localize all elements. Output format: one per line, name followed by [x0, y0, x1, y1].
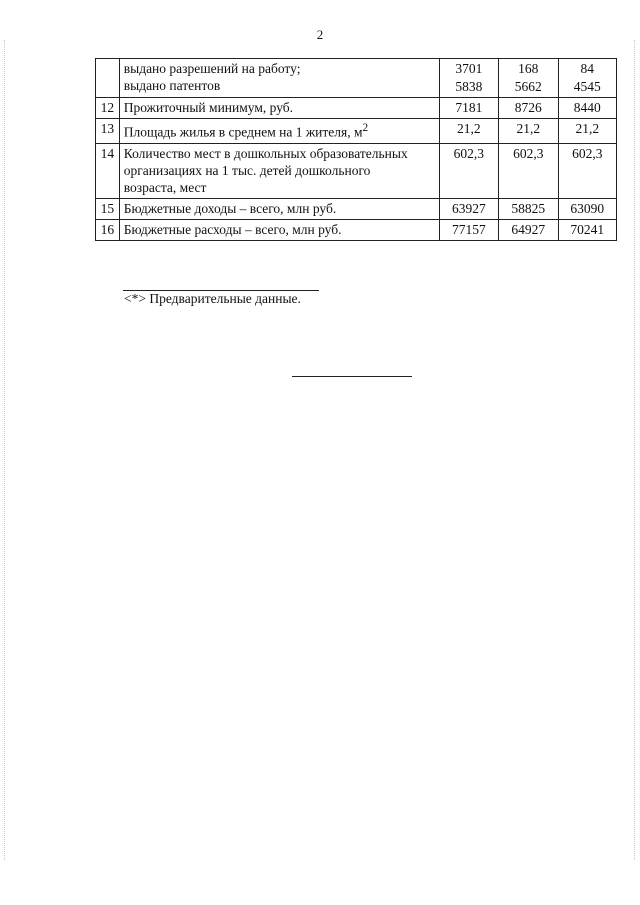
value-cell: 58825 — [499, 198, 558, 219]
value-cell: 602,3 — [499, 143, 558, 198]
value-cell: 63927 — [439, 198, 498, 219]
page-number: 2 — [316, 27, 324, 42]
footnote: <*> Предварительные данные. — [124, 291, 301, 306]
value-line: 84 — [580, 61, 594, 76]
table-row — [96, 198, 617, 219]
value-cell: 8726 — [499, 98, 558, 119]
value-cell — [558, 59, 617, 98]
value-cell — [439, 59, 498, 98]
value-cell: 7181 — [439, 98, 498, 119]
value-cell: 63090 — [558, 198, 617, 219]
row-label-line: организациях на 1 тыс. детей дошкольного — [123, 162, 371, 178]
row-number: 12 — [96, 98, 120, 119]
table-row — [96, 98, 617, 119]
table-row — [96, 119, 617, 144]
value-cell: 8440 — [558, 98, 617, 119]
right-margin-scan-marks — [634, 40, 636, 860]
table-row — [96, 59, 617, 98]
row-label — [119, 119, 439, 144]
statistics-table — [95, 58, 617, 241]
row-label-line: выдано патентов — [123, 78, 221, 93]
row-number: 13 — [96, 119, 120, 144]
row-label: Бюджетные расходы – всего, млн руб. — [119, 219, 439, 240]
superscript: 2 — [362, 122, 369, 134]
value-line: 5662 — [514, 79, 542, 94]
row-number: 16 — [96, 219, 120, 240]
row-label — [119, 143, 439, 198]
value-line: 168 — [518, 61, 539, 76]
value-cell: 602,3 — [439, 143, 498, 198]
value-cell: 21,2 — [439, 119, 498, 144]
row-label-line: Количество мест в дошкольных образовательных — [123, 145, 408, 161]
value-cell — [499, 59, 558, 98]
value-line: 3701 — [455, 61, 483, 76]
value-cell: 21,2 — [499, 119, 558, 144]
row-label-line: возраста, мест — [123, 179, 207, 195]
row-label-line: выдано разрешений на работу; — [123, 61, 301, 76]
row-number: 14 — [96, 143, 120, 198]
value-cell: 21,2 — [558, 119, 617, 144]
value-cell: 77157 — [439, 219, 498, 240]
row-label: Бюджетные доходы – всего, млн руб. — [119, 198, 439, 219]
row-number: 15 — [96, 198, 120, 219]
table-row — [96, 143, 617, 198]
row-number — [96, 59, 120, 98]
table-row — [96, 219, 617, 240]
left-margin-scan-marks — [4, 40, 6, 860]
value-line: 4545 — [573, 79, 601, 94]
value-cell: 64927 — [499, 219, 558, 240]
row-label-text: Площадь жилья в среднем на 1 жителя, м — [123, 124, 363, 140]
row-label: Прожиточный минимум, руб. — [119, 98, 439, 119]
value-line: 5838 — [455, 79, 483, 94]
row-label — [119, 59, 439, 98]
value-cell: 602,3 — [558, 143, 617, 198]
document-end-line — [292, 376, 412, 377]
value-cell: 70241 — [558, 219, 617, 240]
